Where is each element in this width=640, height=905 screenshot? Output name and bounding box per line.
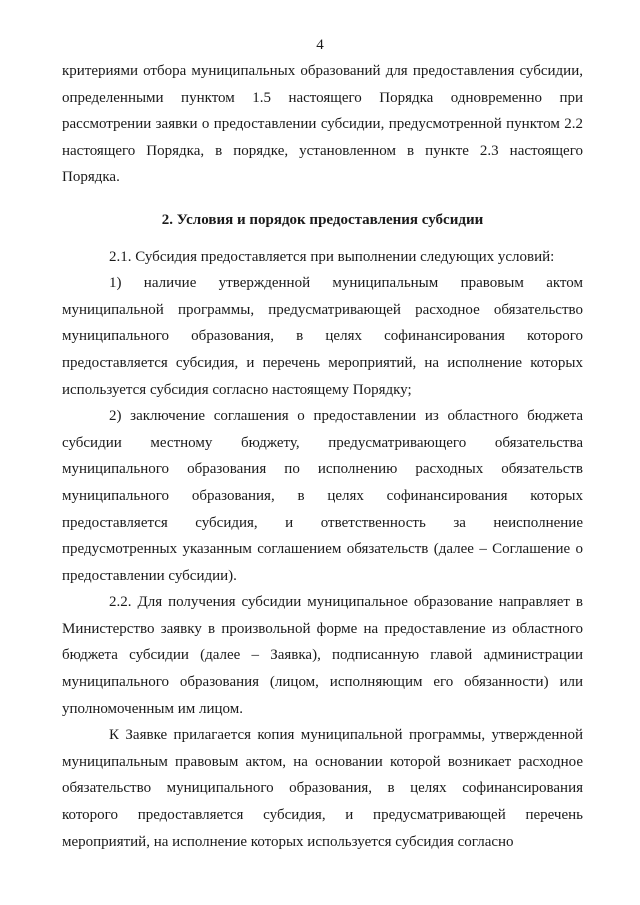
document-body	[62, 58, 583, 855]
paragraph-condition-1: 1) наличие утвержденной муниципальным правовым актом муниципальной программы, предусматривающей расходное обязательство муниципального образования, в целях софинансирования которого предоставляется субсидия, и перечень мероприятий, на исполнение которых используется субсидия согласно настоящему Порядку;	[62, 275, 583, 398]
paragraph-2-1: 2.1. Субсидия предоставляется при выполнении следующих условий:	[109, 248, 555, 265]
paragraph-2-2: 2.2. Для получения субсидии муниципальное образование направляет в Министерство заявку в произвольной форме на предоставление из областного бюджета субсидии (далее – Заявка), подписанную главой администрации муниципального образования (лицом, исполняющим его обязанности) или уполномоченным им лицом.	[62, 594, 583, 717]
paragraph-attachment: К Заявке прилагается копия муниципальной программы, утвержденной муниципальным правовым актом, на основании которой возникает расходное обязательство муниципального образования, в целях софинансирования которого предоставляется субсидия, и предусматривающей перечень мероприятий, на исполнение которых используется субсидия согласно	[62, 727, 583, 850]
page-number: 4	[316, 37, 324, 53]
paragraph-continuation: критериями отбора муниципальных образований для предоставления субсидии, определенными пунктом 1.5 настоящего Порядка одновременно при рассмотрении заявки о предоставлении субсидии, предусмотренной пунктом 2.2 настоящего Порядка, в порядке, установленном в пункте 2.3 настоящего Порядка.	[62, 63, 583, 186]
paragraph-condition-2: 2) заключение соглашения о предоставлении из областного бюджета субсидии местному бюджету, предусматривающего обязательства муниципального образования по исполнению расходных обязательств муниципального образования, в целях софинансирования которых предоставляется субсидия, и ответственность за неисполнение предусмотренных указанным соглашением обязательств (далее – Соглашение о предоставлении субсидии).	[62, 408, 583, 584]
section-heading: 2. Условия и порядок предоставления субсидии	[161, 211, 484, 228]
